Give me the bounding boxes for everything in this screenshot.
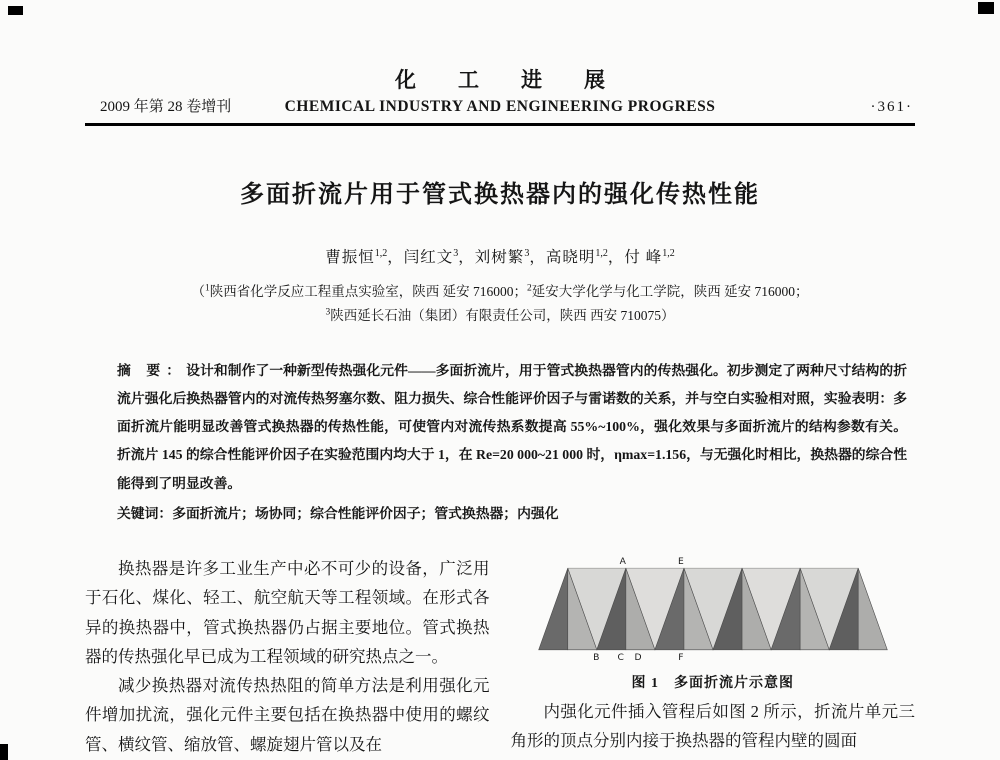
journal-header: [85, 64, 915, 116]
paragraph: 内强化元件插入管程后如图 2 所示，折流片单元三角形的顶点分别内接于换热器的管程内壁的圆面: [510, 702, 915, 751]
author-separator: ，: [529, 249, 546, 266]
body-columns: [85, 554, 915, 758]
abstract-label: 摘 要：: [117, 362, 187, 378]
affiliation-line: $^3$陕西延长石油（集团）有限责任公司，陕西 西安 710075）: [325, 307, 675, 324]
author-separator: ，: [387, 249, 404, 266]
figure-1: [511, 556, 916, 697]
issue-info: 2009 年第 28 卷增刊: [100, 99, 232, 115]
paragraph: 减少换热器对流传热热阻的简单方法是利用强化元件增加扰流，强化元件主要包括在换热器中使用的螺纹管、横纹管、缩放管、螺旋翅片管以及在: [85, 676, 490, 754]
keywords-label: 关键词：: [117, 506, 173, 521]
affiliation-line: （$^1$陕西省化学反应工程重点实验室，陕西 延安 716000；$^2$延安大学化学与化工学院，陕西 延安 716000；: [191, 283, 809, 299]
affiliations: [85, 280, 915, 329]
vertex-label-c: C: [617, 652, 624, 663]
page-number: ·361·: [870, 99, 913, 115]
abstract: [117, 357, 907, 498]
author: 刘树繁$^3$: [474, 247, 530, 266]
author-separator: ，: [458, 249, 475, 266]
keywords: [117, 500, 907, 528]
paragraph: 换热器是许多工业生产中必不可少的设备，广泛用于石化、煤化、轻工、航空航天等工程领域。在形式各异的换热器中，管式换热器仍占据主要地位。管式换热器的传热强化早已成为工程领域的研究热点之一。: [85, 559, 490, 666]
article-title: 多面折流片用于管式换热器内的强化传热性能: [240, 182, 760, 208]
vertex-label-d: D: [634, 652, 642, 663]
vertex-label-e: E: [677, 556, 684, 568]
scan-artifact: [0, 744, 8, 760]
figure-caption: 图 1 多面折流片示意图: [631, 676, 794, 692]
scan-artifact: [978, 2, 994, 14]
right-column: [511, 554, 916, 758]
author-separator: ，: [607, 249, 625, 266]
left-column: [85, 554, 490, 758]
author: 闫红文$^3$: [403, 247, 459, 266]
header-rule: [85, 123, 915, 126]
author-line: [85, 245, 915, 267]
vertex-label-f: F: [678, 652, 684, 663]
scanned-page: [85, 0, 915, 759]
vertex-label-b: B: [592, 652, 600, 663]
keywords-text: 多面折流片；场协同；综合性能评价因子；管式换热器；内强化: [172, 506, 559, 521]
vertex-label-a: A: [619, 556, 626, 568]
author: 付 峰$^{1,2}$: [624, 247, 675, 266]
scan-artifact: [8, 6, 23, 15]
abstract-text: 设计和制作了一种新型传热强化元件——多面折流片，用于管式换热器管内的传热强化。初步测定了两种尺寸结构的折流片强化后换热器管内的对流传热努塞尔数、阻力损失、综合性能评价因子与雷诺数的关系，并与空白实验相对照，实验表明：多面折流片能明显改善管式换热器的传热性能，可使管内对流传热系数提高 55%~100%，强化效果与多面折流片的结构参数有关。折流片 145 的综合性能评价因子在实验范围内均大于 1，在 Re=20 000~21 000 时，ηmax=1.156，与无强化时相比，换热器的综合性能得到了明显改善。: [117, 362, 908, 491]
baffle-schematic-image: [537, 556, 889, 662]
journal-name-en: CHEMICAL INDUSTRY AND ENGINEERING PROGRESS: [284, 98, 716, 115]
author: 曹振恒$^{1,2}$: [325, 247, 388, 266]
author: 高晓明$^{1,2}$: [545, 247, 608, 266]
journal-name-cn: 化工进展: [395, 68, 647, 92]
